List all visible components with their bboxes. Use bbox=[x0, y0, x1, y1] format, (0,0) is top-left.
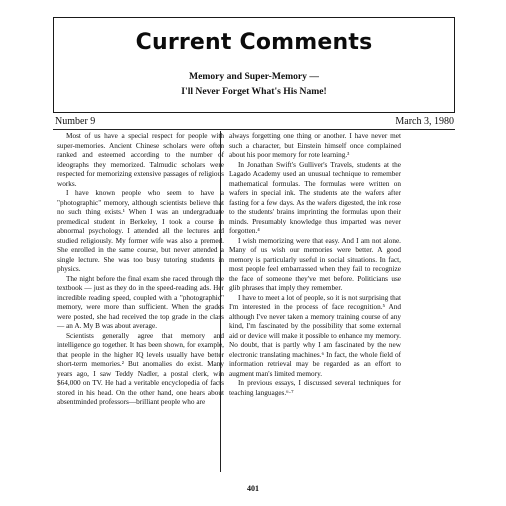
paragraph: I have known people who seem to have a "photographic" memory, although scientists believe that no such thing exists.¹ When I was an undergraduate premedical student in Berkeley, I took a course in abnormal psychology. I attended all the lectures and studied religiously. My former wife was also a premed. She enrolled in the same course, but never attended a single lecture. She was too busy tutoring students in physics. bbox=[57, 189, 224, 273]
left-column bbox=[57, 132, 224, 408]
paragraph: In previous essays, I discussed several techniques for teaching languages.⁶·⁷ bbox=[229, 379, 401, 397]
paragraph: Scientists generally agree that memory and intelligence go together. It has been shown, for example, that people in the higher IQ levels usually have better short-term memories.² But anomalies do exist. Many years ago, I saw Teddy Nadler, a postal clerk, win $64,000 on TV. He had a veritable encyclopedia of facts stored in his head. On the other hand, one hears about absentminded professors—brilliant people who are bbox=[57, 331, 224, 406]
paragraph: always forgetting one thing or another. I have never met such a character, but Einstein himself once complained about his poor memory for rote learning.³ bbox=[229, 132, 401, 159]
masthead-title: Current Comments bbox=[135, 30, 373, 55]
header-rule bbox=[53, 129, 455, 130]
article-title-line-2: I'll Never Forget What's His Name! bbox=[181, 86, 327, 97]
page-number: 401 bbox=[247, 484, 259, 493]
article-title-line-1: Memory and Super-Memory — bbox=[189, 71, 319, 82]
masthead-box bbox=[53, 17, 455, 113]
paragraph: In Jonathan Swift's Gulliver's Travels, students at the Lagado Academy used an unusual technique to remember mathematical formulas. The formulas were written on wafers in special ink. The students ate the wafers after fasting for a few days. As the wafers digested, the ink rose to the students' brains imprinting the formulas upon their minds. Presumably knowledge thus imparted was never forgotten.⁴ bbox=[229, 160, 401, 235]
paragraph: I wish memorizing were that easy. And I am not alone. Many of us wish our memories were better. A good memory is particularly useful in social situations. In fact, most people feel embarrassed when they fail to recognize the face of someone they've met before. Politicians use glib phrases that imply they remember. bbox=[229, 236, 401, 292]
issue-number: Number 9 bbox=[55, 116, 96, 127]
paragraph: I have to meet a lot of people, so it is not surprising that I'm interested in the process of face recognition.⁵ And although I've never taken a memory training course of any kind, I'm fascinated by the possibility that some external aid or device will make it possible to enhance my memory. No doubt, that is partly why I am fascinated by the new electronic translating machines.⁶ In fact, the whole field of information retrieval may be regarded as an effort to augment man's limited memory. bbox=[229, 293, 401, 378]
issue-date: March 3, 1980 bbox=[395, 116, 454, 127]
column-divider bbox=[220, 131, 221, 472]
paragraph: Most of us have a special respect for people with super-memories. Ancient Chinese scholars were often ranked and esteemed according to the number of ideographs they memorized. Talmudic scholars were respected for memorizing extensive passages of religious works. bbox=[57, 132, 224, 188]
right-column bbox=[229, 132, 401, 398]
paragraph: The night before the final exam she raced through the textbook — just as they do in the speed-reading ads. Her incredible reading speed, coupled with a "photographic" memory, were more than sufficient. When the grades were posted, she had received the top grade in the class — an A. My B was about average. bbox=[57, 274, 224, 330]
